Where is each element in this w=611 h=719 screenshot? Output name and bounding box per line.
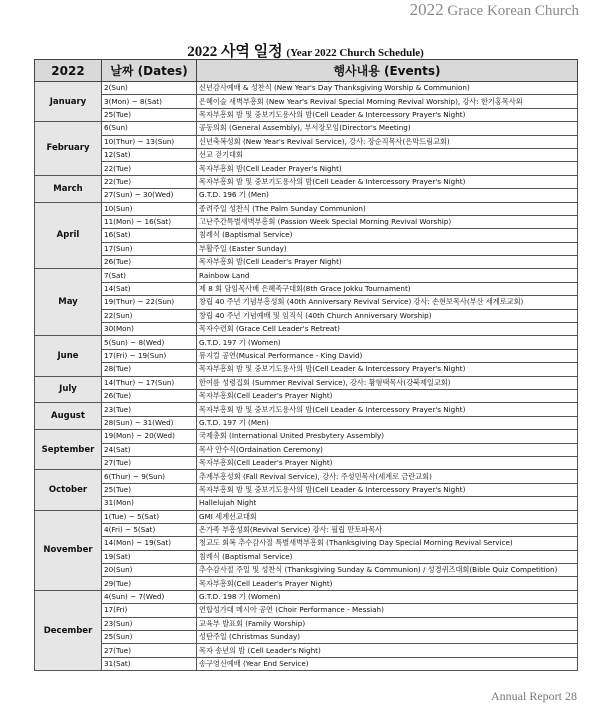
event-cell: 선교 걷기대회 (197, 148, 578, 161)
date-cell: 27(Tue) (102, 644, 197, 657)
column-header-dates: 날짜 (Dates) (102, 60, 197, 82)
date-cell: 23(Tue) (102, 403, 197, 416)
date-cell: 17(Sun) (102, 242, 197, 255)
event-cell: 종려주일 성찬식 (The Palm Sunday Communion) (197, 202, 578, 215)
table-row (35, 483, 578, 496)
column-header-year: 2022 (35, 60, 102, 82)
table-row (35, 95, 578, 108)
event-cell: 목자부흥회 밤(Cell Leader Prayer's Night) (197, 162, 578, 175)
event-cell: 목자부흥회 밤 및 중보기도용사의 밤(Cell Leader & Intercessory Prayer's Night) (197, 175, 578, 188)
table-row (35, 162, 578, 175)
event-cell: Rainbow Land (197, 269, 578, 282)
table-row (35, 644, 578, 657)
month-cell: October (35, 470, 102, 510)
table-row (35, 617, 578, 630)
date-cell: 27(Tue) (102, 456, 197, 469)
table-row (35, 590, 578, 603)
month-cell: March (35, 175, 102, 202)
table-row (35, 135, 578, 148)
date-cell: 11(Mon) ~ 16(Sat) (102, 215, 197, 228)
header-year: 2022 (409, 0, 444, 19)
event-cell: 목자부흥회(Cell Leader's Prayer Night) (197, 389, 578, 402)
event-cell: 목자부흥회(Cell Leader's Prayer Night) (197, 456, 578, 469)
date-cell: 7(Sat) (102, 269, 197, 282)
event-cell: GMI 세계선교대회 (197, 510, 578, 523)
date-cell: 26(Tue) (102, 256, 197, 269)
date-cell: 22(Sun) (102, 309, 197, 322)
table-row (35, 175, 578, 188)
table-row (35, 510, 578, 523)
table-row (35, 202, 578, 215)
date-cell: 22(Tue) (102, 162, 197, 175)
date-cell: 5(Sun) ~ 8(Wed) (102, 336, 197, 349)
event-cell: 추수감사절 주일 및 성찬식 (Thanksgiving Sunday & Communion) / 성경퀴즈대회(Bible Quiz Competition) (197, 564, 578, 577)
date-cell: 25(Tue) (102, 483, 197, 496)
month-cell: May (35, 269, 102, 336)
table-row (35, 215, 578, 228)
date-cell: 6(Sun) (102, 122, 197, 135)
event-cell: 부활주일 (Easter Sunday) (197, 242, 578, 255)
month-cell: September (35, 430, 102, 470)
table-row (35, 523, 578, 536)
event-cell: 뮤지컬 공연(Musical Performance - King David) (197, 349, 578, 362)
column-header-events: 행사내용 (Events) (197, 60, 578, 82)
date-cell: 19(Mon) ~ 20(Wed) (102, 430, 197, 443)
event-cell: 신년감사예배 & 성찬식 (New Year's Day Thanksgiving Worship & Communion) (197, 82, 578, 95)
schedule-table (34, 59, 578, 671)
table-row (35, 550, 578, 563)
table-row (35, 336, 578, 349)
date-cell: 2(Sun) (102, 82, 197, 95)
event-cell: 창립 40 주년 기념예배 및 임직식 (40th Church Anniversary Worship) (197, 309, 578, 322)
event-cell: 은혜이슬 새벽부흥회 (New Year's Revival Special Morning Revival Worship), 강사: 한기홍목사외 (197, 95, 578, 108)
table-row (35, 363, 578, 376)
date-cell: 31(Sat) (102, 657, 197, 670)
table-row (35, 389, 578, 402)
table-row (35, 537, 578, 550)
event-cell: 성탄주일 (Christmas Sunday) (197, 631, 578, 644)
date-cell: 20(Sun) (102, 564, 197, 577)
event-cell: 목자부흥회(Cell Leader's Prayer Night) (197, 577, 578, 590)
table-row (35, 229, 578, 242)
event-cell: G.T.D. 196 기 (Men) (197, 189, 578, 202)
event-cell: 청교도 회복 추수감사절 특별새벽부흥회 (Thanksgiving Day Special Morning Revival Service) (197, 537, 578, 550)
event-cell: 목자부흥회 밤 및 중보기도용사의 밤(Cell Leader & Intercessory Prayer's Night) (197, 403, 578, 416)
date-cell: 14(Sat) (102, 282, 197, 295)
table-row (35, 108, 578, 121)
date-cell: 29(Tue) (102, 577, 197, 590)
date-cell: 28(Sun) ~ 31(Wed) (102, 416, 197, 429)
month-cell: April (35, 202, 102, 269)
title-sub: (Year 2022 Church Schedule) (286, 47, 424, 59)
table-header-row (35, 60, 578, 82)
month-cell: December (35, 590, 102, 670)
table-row (35, 242, 578, 255)
date-cell: 22(Tue) (102, 175, 197, 188)
event-cell: 신년축복성회 (New Year's Revival Service), 강사: 장순직목사(은막드림교회) (197, 135, 578, 148)
event-cell: 창립 40 주년 기념부흥성회 (40th Anniversary Revival Service) 강사: 손현보목사(부산 세계로교회) (197, 296, 578, 309)
date-cell: 14(Thur) ~ 17(Sun) (102, 376, 197, 389)
date-cell: 10(Sun) (102, 202, 197, 215)
event-cell: 송구영신예배 (Year End Service) (197, 657, 578, 670)
date-cell: 17(Fri) (102, 604, 197, 617)
date-cell: 12(Sat) (102, 148, 197, 161)
date-cell: 10(Thur) ~ 13(Sun) (102, 135, 197, 148)
date-cell: 6(Thur) ~ 9(Sun) (102, 470, 197, 483)
date-cell: 26(Tue) (102, 389, 197, 402)
month-cell: February (35, 122, 102, 176)
event-cell: 고난주간특별새벽부흥회 (Passion Week Special Morning Revival Worship) (197, 215, 578, 228)
event-cell: 공동의회 (General Assembly), 부서장모임(Director's Meeting) (197, 122, 578, 135)
month-cell: November (35, 510, 102, 590)
table-row (35, 403, 578, 416)
table-row (35, 349, 578, 362)
table-row (35, 430, 578, 443)
title-main: 2022 사역 일정 (187, 44, 283, 60)
event-cell: 추계부흥성회 (Fall Revival Service), 강사: 주성민목사(세계로 금란교회) (197, 470, 578, 483)
month-cell: July (35, 376, 102, 403)
table-row (35, 416, 578, 429)
event-cell: 목자부흥회 밤 및 중보기도용사의 밤(Cell Leader & Intercessory Prayer's Night) (197, 363, 578, 376)
month-cell: August (35, 403, 102, 430)
page-title (0, 40, 611, 61)
event-cell: 목자 송년의 밤 (Cell Leader's Night) (197, 644, 578, 657)
table-row (35, 577, 578, 590)
date-cell: 25(Tue) (102, 108, 197, 121)
event-cell: 목자부흥회 밤 및 중보기도용사의 밤(Cell Leader & Intercessory Prayer's Night) (197, 483, 578, 496)
table-row (35, 456, 578, 469)
table-row (35, 604, 578, 617)
event-cell: 목자부흥회 밤(Cell Leader's Prayer Night) (197, 256, 578, 269)
event-cell: Hallelujah Night (197, 497, 578, 510)
table-row (35, 564, 578, 577)
date-cell: 14(Mon) ~ 19(Sat) (102, 537, 197, 550)
schedule-body (35, 82, 578, 671)
event-cell: 목사 안수식(Ordaination Ceremony) (197, 443, 578, 456)
date-cell: 1(Tue) ~ 5(Sat) (102, 510, 197, 523)
event-cell: 국제총회 (International United Presbytery Assembly) (197, 430, 578, 443)
event-cell: 목자수련회 (Grace Cell Leader's Retreat) (197, 323, 578, 336)
table-row (35, 470, 578, 483)
date-cell: 31(Mon) (102, 497, 197, 510)
date-cell: 19(Sat) (102, 550, 197, 563)
table-row (35, 82, 578, 95)
date-cell: 16(Sat) (102, 229, 197, 242)
table-row (35, 296, 578, 309)
table-row (35, 376, 578, 389)
event-cell: G.T.D. 197 기 (Women) (197, 336, 578, 349)
date-cell: 28(Tue) (102, 363, 197, 376)
event-cell: 연합성가대 메시아 공연 (Choir Performance - Messiah) (197, 604, 578, 617)
event-cell: 목자부흥회 밤 및 중보기도용사의 밤(Cell Leader & Intercessory Prayer's Night) (197, 108, 578, 121)
date-cell: 23(Sun) (102, 617, 197, 630)
event-cell: 교육부 발표회 (Family Worship) (197, 617, 578, 630)
running-header (410, 0, 579, 20)
table-row (35, 282, 578, 295)
table-row (35, 631, 578, 644)
date-cell: 17(Fri) ~ 19(Sun) (102, 349, 197, 362)
table-row (35, 269, 578, 282)
page-footer: Annual Report 28 (491, 689, 577, 703)
table-row (35, 256, 578, 269)
table-row (35, 323, 578, 336)
header-org: Grace Korean Church (447, 3, 579, 19)
event-cell: 온가족 부흥성회(Revival Service) 강사: 필립 만토파목사 (197, 523, 578, 536)
date-cell: 27(Sun) ~ 30(Wed) (102, 189, 197, 202)
month-cell: January (35, 82, 102, 122)
table-row (35, 189, 578, 202)
month-cell: June (35, 336, 102, 376)
table-row (35, 657, 578, 670)
event-cell: 침례식 (Baptismal Service) (197, 550, 578, 563)
event-cell: G.T.D. 198 기 (Women) (197, 590, 578, 603)
table-row (35, 443, 578, 456)
event-cell: G.T.D. 197 기 (Men) (197, 416, 578, 429)
event-cell: 침례식 (Baptismal Service) (197, 229, 578, 242)
date-cell: 3(Mon) ~ 8(Sat) (102, 95, 197, 108)
date-cell: 30(Mon) (102, 323, 197, 336)
table-row (35, 309, 578, 322)
date-cell: 25(Sun) (102, 631, 197, 644)
table-row (35, 497, 578, 510)
event-cell: 한여름 성령집회 (Summer Revival Service), 강사: 황형택목사(강북제일교회) (197, 376, 578, 389)
date-cell: 4(Fri) ~ 5(Sat) (102, 523, 197, 536)
table-row (35, 122, 578, 135)
table-row (35, 148, 578, 161)
date-cell: 4(Sun) ~ 7(Wed) (102, 590, 197, 603)
event-cell: 제 8 회 담임목사배 은혜족구대회(8th Grace Jokku Tournament) (197, 282, 578, 295)
date-cell: 24(Sat) (102, 443, 197, 456)
date-cell: 19(Thur) ~ 22(Sun) (102, 296, 197, 309)
